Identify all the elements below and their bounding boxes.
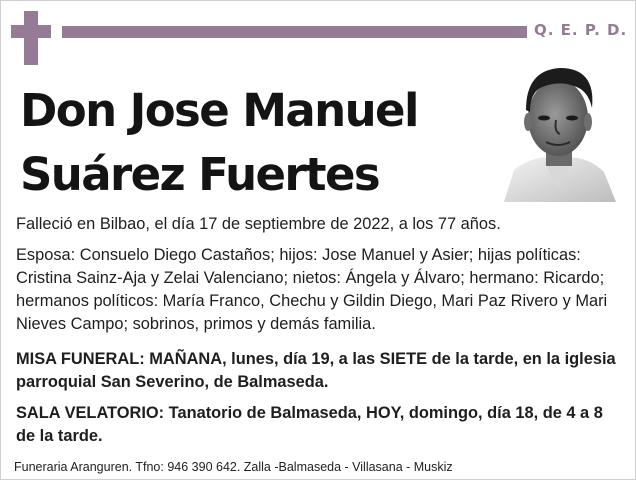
funeral-mass-paragraph: MISA FUNERAL: MAÑANA, lunes, día 19, a las SIETE de la tarde, en la iglesia parroquial San Severino, de Balmaseda. bbox=[16, 350, 616, 391]
funeral-home-footer: Funeraria Aranguren. Tfno: 946 390 642. Zalla -Balmaseda - Villasana - Muskiz bbox=[14, 460, 453, 474]
deceased-portrait-photo bbox=[500, 62, 618, 202]
wake-room-paragraph: SALA VELATORIO: Tanatorio de Balmaseda, HOY, domingo, día 18, de 4 a 8 de la tarde. bbox=[16, 404, 603, 445]
cross-icon-horizontal bbox=[11, 25, 51, 38]
header-divider-bar bbox=[62, 26, 527, 38]
deceased-name-line1: Don Jose Manuel bbox=[20, 84, 418, 137]
cross-icon-vertical bbox=[24, 11, 38, 65]
deceased-name-line2: Suárez Fuertes bbox=[20, 148, 380, 201]
portrait-photo-icon bbox=[500, 62, 618, 202]
family-list-paragraph: Esposa: Consuelo Diego Castaños; hijos: Jose Manuel y Asier; hijas políticas: Cristina Sainz-Aja y Zelai Valenciano; nietos: Ángela y Álvaro; hermano: Ricardo; hermanos políticos: María Franco, Chechu y Gildin Diego, Mari Paz Rivero y Mari Nieves Campo; sobrinos, primos y demás familia. bbox=[16, 246, 608, 333]
qepd-label: Q. E. P. D. bbox=[534, 21, 628, 39]
death-notice-paragraph: Falleció en Bilbao, el día 17 de septiembre de 2022, a los 77 años. bbox=[16, 215, 501, 233]
